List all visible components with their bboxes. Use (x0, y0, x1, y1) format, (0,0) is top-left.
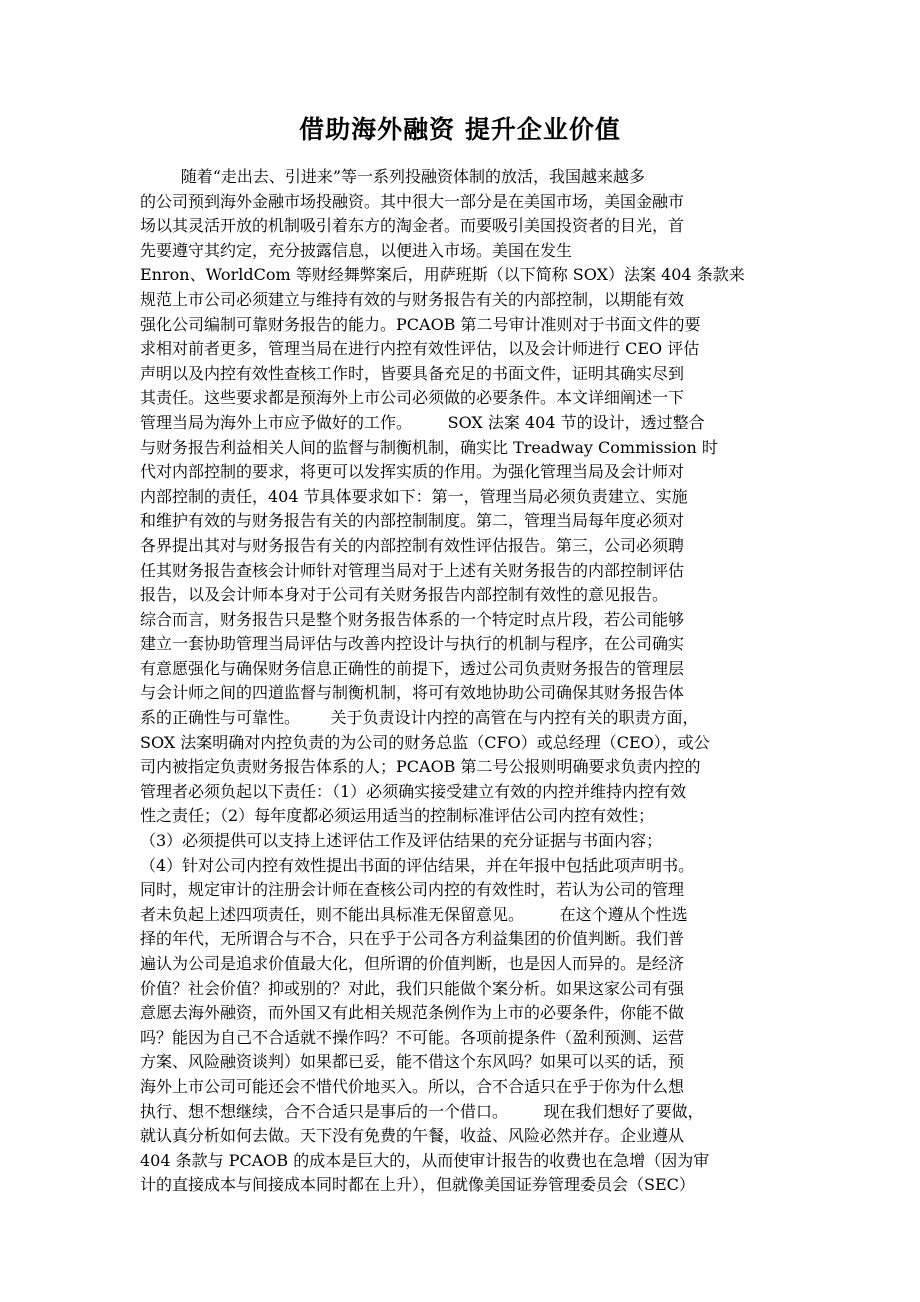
paragraph-line: 求相对前者更多，管理当局在进行内控有效性评估，以及会计师进行 CEO 评估 (140, 339, 700, 359)
paragraph-line: 的公司预到海外金融市场投融资。其中很大一部分是在美国市场，美国金融市 (140, 191, 685, 211)
paragraph-line: SOX 法案明确对内控负责的为公司的财务总监（CFO）或总经理（CEO），或公 (140, 732, 710, 752)
article-body (140, 165, 790, 1198)
paragraph-line: 代对内部控制的要求，将更可以发挥实质的作用。为强化管理当局及会计师对 (140, 462, 685, 482)
paragraph-line: 规范上市公司必须建立与维持有效的与财务报告有关的内部控制，以期能有效 (140, 289, 685, 309)
paragraph-line: （3）必须提供可以支持上述评估工作及评估结果的充分证据与书面内容； (140, 831, 663, 851)
paragraph-line: 执行、想不想继续，合不合适只是事后的一个借口。 现在我们想好了要做， (140, 1101, 704, 1121)
paragraph-line: 价值？社会价值？抑或别的？对此，我们只能做个案分析。如果这家公司有强 (140, 978, 685, 998)
paragraph-line: 性之责任；（2）每年度都必须运用适当的控制标准评估公司内控有效性； (140, 806, 655, 826)
paragraph-line: 任其财务报告查核会计师针对管理当局对于上述有关财务报告的内部控制评估 (140, 560, 685, 580)
paragraph-line: 就认真分析如何去做。天下没有免费的午餐，收益、风险必然并存。企业遵从 (140, 1126, 685, 1146)
paragraph-line: 计的直接成本与间接成本同时都在上升），但就像美国证券管理委员会（SEC） (140, 1175, 695, 1195)
paragraph-line: 强化公司编制可靠财务报告的能力。PCAOB 第二号审计准则对于书面文件的要 (140, 314, 701, 334)
paragraph-line: 吗？能因为自己不合适就不操作吗？不可能。各项前提条件（盈利预测、运营 (140, 1027, 685, 1047)
paragraph-line: （4）针对公司内控有效性提出书面的评估结果，并在年报中包括此项声明书。 (140, 855, 695, 875)
paragraph-line: 管理当局为海外上市应予做好的工作。 SOX 法案 404 节的设计，透过整合 (140, 412, 705, 432)
paragraph-line: 各界提出其对与财务报告有关的内部控制有效性评估报告。第三，公司必须聘 (140, 535, 685, 555)
paragraph-line: 综合而言，财务报告只是整个财务报告体系的一个特定时点片段，若公司能够 (140, 609, 685, 629)
paragraph-line: 遍认为公司是追求价值最大化，但所谓的价值判断，也是因人而异的。是经济 (140, 954, 685, 973)
paragraph-line: 意愿去海外融资，而外国又有此相关规范条例作为上市的必要条件，你能不做 (140, 1003, 685, 1023)
paragraph-line: 404 条款与 PCAOB 的成本是巨大的，从而使审计报告的收费也在急增（因为审 (140, 1150, 710, 1170)
paragraph-line: 择的年代，无所谓合与不合，只在乎于公司各方利益集团的价值判断。我们普 (140, 929, 685, 949)
paragraph-line: 和维护有效的与财务报告有关的内部控制制度。第二，管理当局每年度必须对 (140, 511, 685, 531)
paragraph-line: 其责任。这些要求都是预海外上市公司必须做的必要条件。本文详细阐述一下 (140, 388, 685, 408)
paragraph-line: 声明以及内控有效性查核工作时，皆要具备充足的书面文件，证明其确实尽到 (140, 363, 685, 383)
paragraph-line: 报告，以及会计师本身对于公司有关财务报告内部控制有效性的意见报告。 (140, 585, 669, 605)
paragraph-line: 者未负起上述四项责任，则不能出具标准无保留意见。 在这个遵从个性选 (140, 904, 688, 924)
paragraph-line: 内部控制的责任，404 节具体要求如下：第一，管理当局必须负责建立、实施 (140, 486, 688, 506)
paragraph-line: 与财务报告利益相关人间的监督与制衡机制，确实比 Treadway Commission 时 (140, 437, 718, 457)
paragraph-line: 与会计师之间的四道监督与制衡机制，将可有效地协助公司确保其财务报告体 (140, 683, 685, 703)
paragraph-line: 先要遵守其约定，充分披露信息，以便进入市场。美国在发生 (140, 240, 573, 260)
paragraph-line: 司内被指定负责财务报告体系的人；PCAOB 第二号公报则明确要求负责内控的 (140, 757, 701, 777)
paragraph-line: 方案、风险融资谈判）如果都已妥，能不借这个东风吗？如果可以买的话，预 (140, 1052, 685, 1072)
paragraph-line: 随着“走出去、引进来”等一系列投融资体制的放活，我国越来越多 (140, 167, 646, 186)
paragraph-line: 有意愿强化与确保财务信息正确性的前提下，透过公司负责财务报告的管理层 (140, 658, 685, 678)
paragraph-line: 建立一套协助管理当局评估与改善内控设计与执行的机制与程序，在公司确实 (140, 634, 685, 654)
paragraph-line: 同时，规定审计的注册会计师在查核公司内控的有效性时，若认为公司的管理 (140, 880, 685, 900)
paragraph-line: 场以其灵活开放的机制吸引着东方的淘金者。而要吸引美国投资者的目光，首 (140, 216, 685, 236)
paragraph-line: Enron、WorldCom 等财经舞弊案后，用萨班斯（以下简称 SOX）法案 404 条款来 (140, 265, 745, 285)
paragraph-line: 系的正确性与可靠性。 关于负责设计内控的高管在与内控有关的职责方面， (140, 708, 699, 728)
page-title: 借助海外融资 提升企业价值 (299, 115, 621, 144)
paragraph-line: 管理者必须负起以下责任：（1）必须确实接受建立有效的内控并维持内控有效 (140, 781, 687, 801)
paragraph-line: 海外上市公司可能还会不惜代价地买入。所以，合不合适只在乎于你为什么想 (140, 1076, 685, 1096)
